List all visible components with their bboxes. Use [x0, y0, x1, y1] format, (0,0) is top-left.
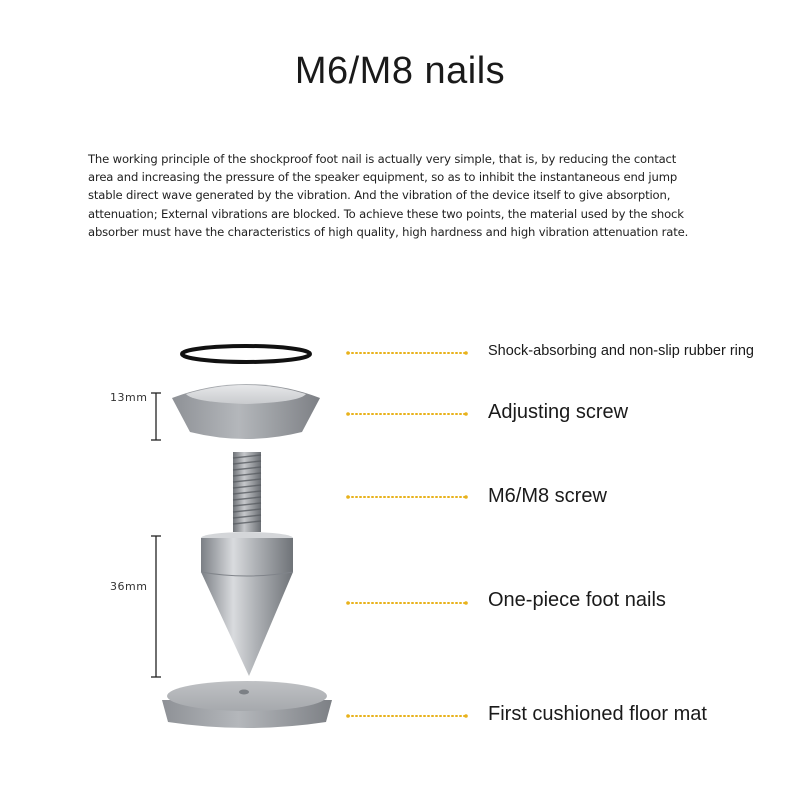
description-line: area and increasing the pressure of the speaker equipment, so as to inhibit the instantaneous end jump [88, 170, 678, 185]
rubber-ring [182, 346, 310, 362]
page-title: M6/M8 nails [294, 50, 506, 92]
floor-mat-part [162, 681, 332, 728]
leader-lines [346, 351, 468, 718]
description-line: The working principle of the shockproof foot nail is actually very simple, that is, by reducing the contact [88, 152, 677, 166]
description-line: stable direct wave generated by the vibration. And the vibration of the device itself to give absorption, [88, 188, 671, 203]
dimension-label-top: 13mm [110, 391, 148, 404]
dimension-label-bottom: 36mm [110, 580, 148, 593]
label-floor-mat: First cushioned floor mat [488, 703, 707, 725]
label-rubber-ring: Shock-absorbing and non-slip rubber ring [488, 343, 754, 359]
dimension-13mm [151, 393, 161, 440]
description-line: attenuation; External vibrations are blocked. To achieve these two points, the material used by the shock [88, 206, 684, 221]
label-m-screw: M6/M8 screw [488, 485, 607, 507]
label-foot-nail: One-piece foot nails [488, 589, 666, 611]
dimension-36mm [151, 536, 161, 677]
m-screw-part [233, 452, 261, 532]
foot-nail-part [201, 532, 293, 676]
adjusting-screw-part [172, 384, 320, 439]
description-line: absorber must have the characteristics of high quality, high hardness and high vibration attenuation rate. [88, 224, 689, 239]
label-adjusting-screw: Adjusting screw [488, 401, 629, 423]
